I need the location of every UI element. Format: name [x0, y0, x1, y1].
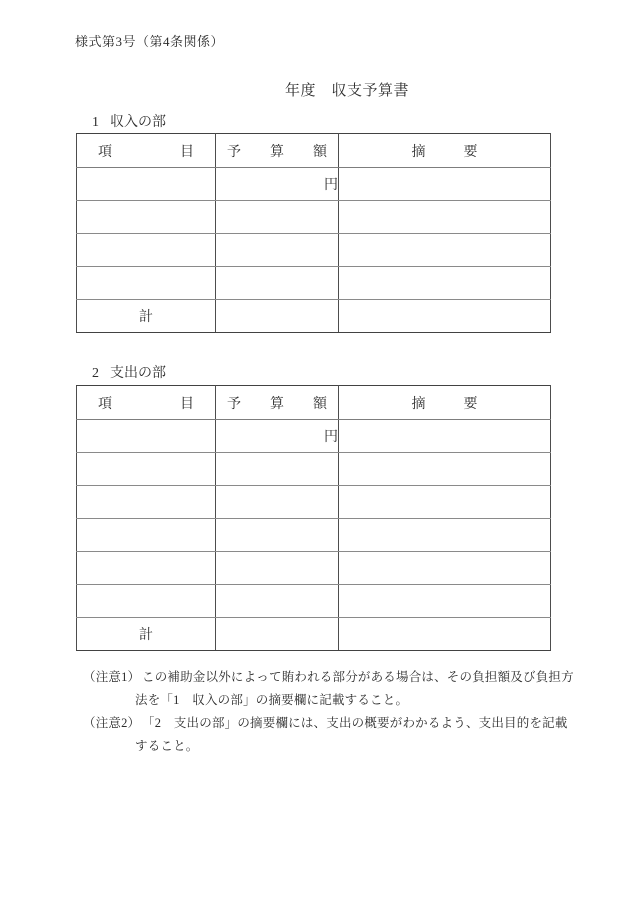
total-row [77, 618, 551, 651]
budget-cell [216, 585, 339, 618]
header-char: 予 [227, 144, 241, 160]
header-char: 目 [180, 396, 194, 412]
remarks-cell [339, 453, 551, 486]
column-header-budget [216, 386, 339, 420]
total-label-cell: 計 [77, 618, 216, 651]
table-row [77, 585, 551, 618]
note2-label: （注意2） [83, 716, 141, 730]
note2-line2 [83, 735, 563, 758]
note1-label: （注意1） [83, 670, 141, 684]
budget-cell [216, 519, 339, 552]
remarks-cell [339, 486, 551, 519]
form-number: 様式第3号（第4条関係） [75, 34, 225, 49]
section-number: 1 [92, 115, 99, 130]
header-char: 項 [98, 396, 112, 412]
table-row [77, 267, 551, 300]
header-char: 要 [463, 144, 478, 160]
note1-line1 [83, 666, 574, 689]
table-row [77, 234, 551, 267]
remarks-cell [339, 234, 551, 267]
header-char: 算 [270, 144, 284, 160]
header-char: 要 [463, 396, 478, 412]
column-header-item [77, 386, 216, 420]
section-number: 2 [92, 366, 99, 381]
remarks-cell [339, 168, 551, 201]
table-row [77, 552, 551, 585]
header-char: 摘 [411, 396, 426, 412]
remarks-cell [339, 420, 551, 453]
total-budget-cell [216, 300, 339, 333]
total-budget-cell [216, 618, 339, 651]
item-cell [77, 168, 216, 201]
column-header-item [77, 134, 216, 168]
item-cell [77, 267, 216, 300]
header-char: 目 [180, 144, 194, 160]
item-cell [77, 420, 216, 453]
item-cell [77, 486, 216, 519]
item-cell [77, 234, 216, 267]
budget-cell [216, 234, 339, 267]
section-heading-income [92, 111, 166, 131]
note2-text-cont: すること。 [135, 739, 199, 753]
note1-line2 [83, 689, 563, 712]
item-cell [77, 201, 216, 234]
remarks-cell [339, 519, 551, 552]
budget-cell [216, 201, 339, 234]
header-char: 項 [98, 144, 112, 160]
notes-block [83, 666, 574, 758]
budget-cell-unit: 円 [216, 420, 339, 453]
item-cell [77, 585, 216, 618]
budget-cell [216, 552, 339, 585]
table-row [77, 168, 551, 201]
page-title: 年度 収支予算書 [285, 83, 410, 99]
total-remarks-cell [339, 618, 551, 651]
header-char: 算 [270, 396, 284, 412]
budget-cell-unit: 円 [216, 168, 339, 201]
note1-text-cont: 法を「1 収入の部」の摘要欄に記載すること。 [135, 693, 409, 707]
header-char: 額 [313, 396, 327, 412]
note2-text: 「2 支出の部」の摘要欄には、支出の概要がわかるよう、支出目的を記載 [142, 716, 568, 730]
table-row [77, 453, 551, 486]
header-char: 予 [227, 396, 241, 412]
income-table-header-row [77, 134, 551, 168]
header-char: 額 [313, 144, 327, 160]
section-heading-expense [92, 362, 166, 382]
income-table [76, 133, 551, 333]
remarks-cell [339, 552, 551, 585]
remarks-cell [339, 267, 551, 300]
table-row [77, 420, 551, 453]
budget-cell [216, 453, 339, 486]
total-remarks-cell [339, 300, 551, 333]
remarks-cell [339, 585, 551, 618]
table-row [77, 201, 551, 234]
table-row [77, 486, 551, 519]
header-char: 摘 [411, 144, 426, 160]
item-cell [77, 453, 216, 486]
note2-line1 [83, 712, 568, 735]
expense-table-header-row [77, 386, 551, 420]
item-cell [77, 519, 216, 552]
column-header-remarks [339, 386, 551, 420]
budget-cell [216, 267, 339, 300]
budget-cell [216, 486, 339, 519]
remarks-cell [339, 201, 551, 234]
column-header-budget [216, 134, 339, 168]
item-cell [77, 552, 216, 585]
note1-text: この補助金以外によって賄われる部分がある場合は、その負担額及び負担方 [142, 670, 574, 684]
table-row [77, 519, 551, 552]
total-label-cell: 計 [77, 300, 216, 333]
expense-table [76, 385, 551, 651]
section-title: 収入の部 [110, 115, 166, 130]
column-header-remarks [339, 134, 551, 168]
section-title: 支出の部 [110, 366, 166, 381]
total-row [77, 300, 551, 333]
